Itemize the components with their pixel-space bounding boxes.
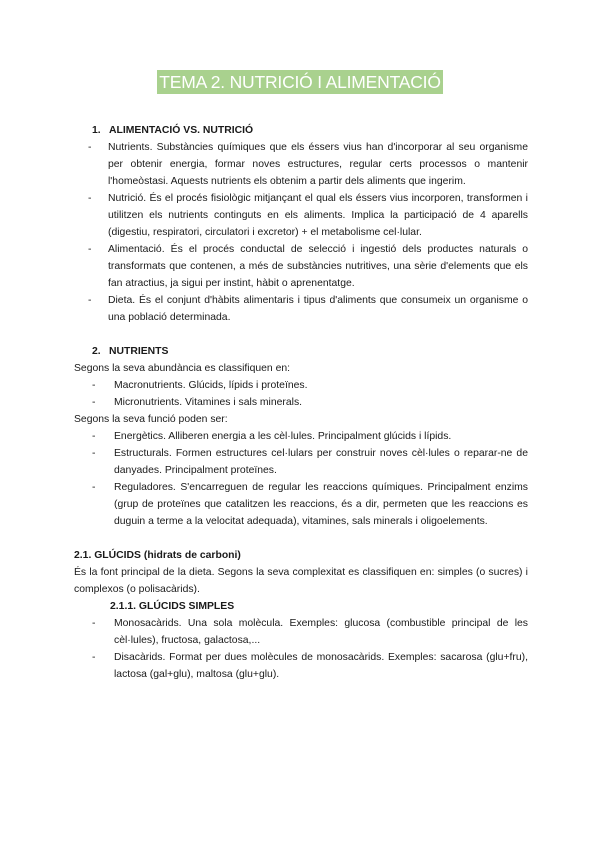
list-item: - Dieta. És el conjunt d'hàbits alimentaris i tipus d'aliments que consumeix un organisme o una població determinada. (88, 295, 528, 323)
section-2-1-1-heading: 2.1.1. GLÚCIDS SIMPLES (110, 601, 235, 612)
list-item: - Monosacàrids. Una sola molècula. Exemples: glucosa (combustible principal de les cèl·lules), fructosa, galactosa,... (92, 618, 528, 646)
list-item: - Nutrients. Substàncies químiques que els éssers vius han d'incorporar al seu organisme per obtenir energia, formar noves estructures, regular certs processos o mantenir l'homeòstasi. Aquests nutrients els obtenim a partir dels aliments que ingerim. (88, 142, 528, 187)
document-body (74, 122, 528, 683)
section-2-number: 2. (92, 346, 101, 357)
function-list (92, 428, 528, 530)
page-title: TEMA 2. NUTRICIÓ I ALIMENTACIÓ (159, 72, 441, 92)
section-1-heading (92, 122, 528, 139)
function-intro: Segons la seva funció poden ser: (74, 414, 228, 425)
abundance-intro: Segons la seva abundància es classifiquen en: (74, 363, 291, 374)
list-item: - Alimentació. És el procés conductal de selecció i ingestió dels productes naturals o transformats que contenen, a més de substàncies nutritives, una sèrie d'elements que els fan atractius, ja sigui per instint, hàbit o aprenentatge. (88, 244, 528, 289)
section-1-number: 1. (92, 125, 101, 136)
list-item: - Micronutrients. Vitamines i sals minerals. (92, 397, 303, 408)
list-item: - Estructurals. Formen estructures cel·lulars per construir noves cèl·lules o reparar-ne de danyades. Principalment proteïnes. (92, 448, 528, 476)
section-1-list (88, 139, 528, 326)
section-2-1-text: És la font principal de la dieta. Segons la seva complexitat es classifiquen en: simples (o sucres) i complexos (o polisacàrids). (74, 567, 528, 595)
section-2-title: NUTRIENTS (109, 346, 169, 357)
title-wrap (0, 70, 600, 94)
section-2-heading (92, 343, 528, 360)
section-2-1-heading: 2.1. GLÚCIDS (hidrats de carboni) (74, 550, 241, 561)
section-1-title: ALIMENTACIÓ VS. NUTRICIÓ (109, 125, 254, 136)
list-item: - Reguladores. S'encarreguen de regular les reaccions químiques. Principalment enzims (grup de proteïnes que catalitzen les reaccions, és a dir, permeten que les reaccions es duguin a terme a la velocitat adequada), vitamines, sals minerals i oligoelements. (92, 482, 528, 527)
list-item: - Macronutrients. Glúcids, lípids i proteïnes. (92, 380, 308, 391)
list-item: - Energètics. Alliberen energia a les cèl·lules. Principalment glúcids i lípids. (92, 431, 452, 442)
list-item: - Nutrició. És el procés fisiològic mitjançant el qual els éssers vius incorporen, transformen i utilitzen els nutrients continguts en els aliments. Implica la participació de 4 aparells (digestiu, respiratori, circulatori i excretor) + el metabolisme cel·lular. (88, 193, 528, 238)
abundance-list (92, 377, 528, 411)
list-item: - Disacàrids. Format per dues molècules de monosacàrids. Exemples: sacarosa (glu+fru), lactosa (gal+glu), maltosa (glu+glu). (92, 652, 528, 680)
simple-glucids-list (92, 615, 528, 683)
